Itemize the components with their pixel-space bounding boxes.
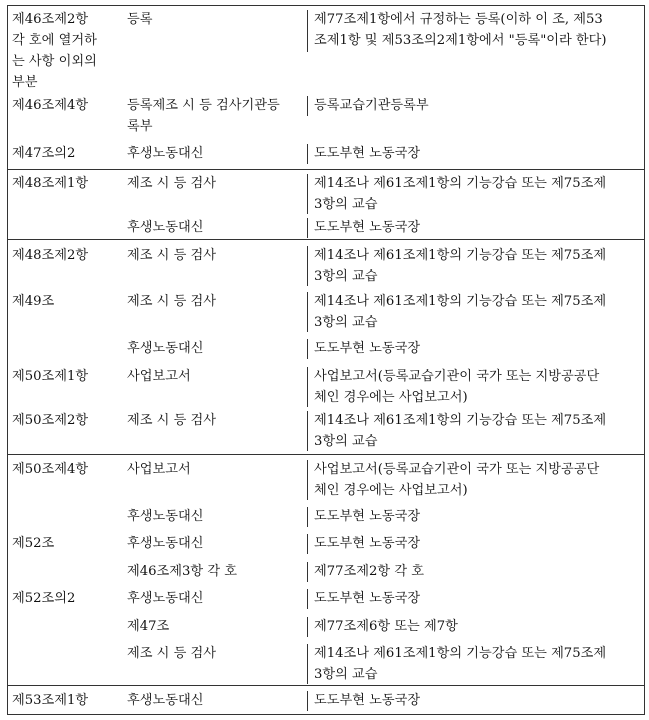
row-divider bbox=[7, 454, 644, 455]
cell-divider bbox=[307, 246, 308, 286]
article-cell: 제46조제4항 bbox=[12, 98, 89, 113]
replacement-term-cell: 제14조나 제61조제1항의 기능강습 또는 제75조제 3항의 교습 bbox=[314, 176, 607, 212]
article-cell: 제46조제2항 각 호에 열거하 는 사항 이외의 부분 bbox=[12, 12, 97, 90]
article-cell: 제48조제1항 bbox=[12, 176, 89, 191]
cell-divider bbox=[307, 507, 308, 527]
cell-divider bbox=[307, 218, 308, 238]
replacement-term-cell: 도도부현 노동국장 bbox=[314, 220, 421, 235]
original-term-cell: 후생노동대신 bbox=[127, 220, 204, 235]
article-cell: 제49조 bbox=[12, 294, 55, 309]
replacement-term-cell: 도도부현 노동국장 bbox=[314, 341, 421, 356]
original-term-cell: 제46조제3항 각 호 bbox=[127, 564, 237, 579]
replacement-term-cell: 제77조제1항에서 규정하는 등록(이하 이 조, 제53 조제1항 및 제53조의2제1항에서 "등록"이라 한다) bbox=[314, 12, 607, 48]
original-term-cell: 제조 시 등 검사 bbox=[127, 248, 217, 263]
cell-divider bbox=[307, 339, 308, 359]
replacement-term-cell: 제77조제6항 또는 제7항 bbox=[314, 619, 458, 634]
replacement-term-cell: 도도부현 노동국장 bbox=[314, 536, 421, 551]
original-term-cell: 제조 시 등 검사 bbox=[127, 294, 217, 309]
article-cell: 제53조제1항 bbox=[12, 693, 89, 708]
row-divider bbox=[7, 239, 644, 240]
original-term-cell: 제조 시 등 검사 bbox=[127, 176, 217, 191]
replacement-term-cell: 등록교습기관등록부 bbox=[314, 98, 429, 113]
replacement-term-cell: 도도부현 노동국장 bbox=[314, 509, 421, 524]
original-term-cell: 후생노동대신 bbox=[127, 536, 204, 551]
article-cell: 제52조의2 bbox=[12, 591, 76, 606]
article-cell: 제52조 bbox=[12, 536, 55, 551]
cell-divider bbox=[307, 460, 308, 500]
cell-divider bbox=[307, 96, 308, 116]
replacement-term-cell: 사업보고서(등록교습기관이 국가 또는 지방공공단 체인 경우에는 사업보고서) bbox=[314, 462, 600, 498]
article-cell: 제50조제2항 bbox=[12, 413, 89, 428]
replacement-term-cell: 제14조나 제61조제1항의 기능강습 또는 제75조제 3항의 교습 bbox=[314, 646, 607, 682]
replacement-term-cell: 제77조제2항 각 호 bbox=[314, 564, 424, 579]
original-term-cell: 제47조 bbox=[127, 619, 170, 634]
original-term-cell: 후생노동대신 bbox=[127, 509, 204, 524]
original-term-cell: 사업보고서 bbox=[127, 462, 191, 477]
cell-divider bbox=[307, 534, 308, 554]
cell-divider bbox=[307, 174, 308, 214]
cell-divider bbox=[307, 411, 308, 451]
original-term-cell: 후생노동대신 bbox=[127, 146, 204, 161]
article-cell: 제48조제2항 bbox=[12, 248, 89, 263]
article-cell: 제50조제1항 bbox=[12, 369, 89, 384]
replacement-term-cell: 제14조나 제61조제1항의 기능강습 또는 제75조제 3항의 교습 bbox=[314, 413, 607, 449]
original-term-cell: 사업보고서 bbox=[127, 369, 191, 384]
cell-divider bbox=[307, 589, 308, 609]
original-term-cell: 등록 bbox=[127, 12, 153, 27]
replacement-term-cell: 제14조나 제61조제1항의 기능강습 또는 제75조제 3항의 교습 bbox=[314, 248, 607, 284]
replacement-term-cell: 사업보고서(등록교습기관이 국가 또는 지방공공단 체인 경우에는 사업보고서) bbox=[314, 369, 600, 405]
original-term-cell: 후생노동대신 bbox=[127, 341, 204, 356]
original-term-cell: 후생노동대신 bbox=[127, 591, 204, 606]
cell-divider bbox=[307, 10, 308, 52]
article-cell: 제47조의2 bbox=[12, 146, 76, 161]
cell-divider bbox=[307, 691, 308, 711]
replacement-term-cell: 도도부현 노동국장 bbox=[314, 146, 421, 161]
replacement-term-cell: 제14조나 제61조제1항의 기능강습 또는 제75조제 3항의 교습 bbox=[314, 294, 607, 330]
article-cell: 제50조제4항 bbox=[12, 462, 89, 477]
table-top-rule bbox=[7, 5, 644, 6]
cell-divider bbox=[307, 617, 308, 637]
original-term-cell: 등록제조 시 등 검사기관등 록부 bbox=[127, 98, 280, 134]
cell-divider bbox=[307, 144, 308, 164]
cell-divider bbox=[307, 644, 308, 684]
row-divider bbox=[7, 685, 644, 686]
original-term-cell: 제조 시 등 검사 bbox=[127, 646, 217, 661]
cell-divider bbox=[307, 292, 308, 332]
cell-divider bbox=[307, 562, 308, 582]
cell-divider bbox=[307, 367, 308, 407]
replacement-term-cell: 도도부현 노동국장 bbox=[314, 693, 421, 708]
original-term-cell: 제조 시 등 검사 bbox=[127, 413, 217, 428]
replacement-term-cell: 도도부현 노동국장 bbox=[314, 591, 421, 606]
original-term-cell: 후생노동대신 bbox=[127, 693, 204, 708]
row-divider bbox=[7, 169, 644, 170]
